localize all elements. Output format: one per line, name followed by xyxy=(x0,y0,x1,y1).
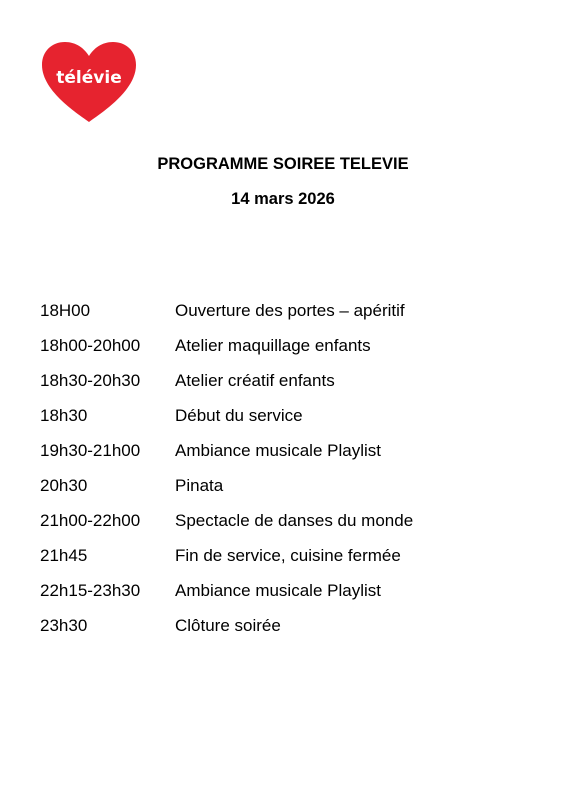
schedule-row xyxy=(40,363,540,398)
schedule-time: 23h30 xyxy=(40,615,88,635)
schedule-activity: Ambiance musicale Playlist xyxy=(175,440,381,460)
logo-text: télévie xyxy=(56,68,122,88)
schedule-row xyxy=(40,538,540,573)
page-title: PROGRAMME SOIREE TELEVIE xyxy=(157,155,409,173)
schedule-time: 18H00 xyxy=(40,300,91,320)
schedule-row xyxy=(40,503,540,538)
schedule-activity: Ambiance musicale Playlist xyxy=(175,580,381,600)
schedule-list xyxy=(40,293,540,643)
schedule-activity: Ouverture des portes – apéritif xyxy=(175,300,405,320)
schedule-row xyxy=(40,468,540,503)
schedule-activity: Clôture soirée xyxy=(175,615,281,635)
heart-icon xyxy=(40,40,138,124)
schedule-activity: Fin de service, cuisine fermée xyxy=(175,545,401,565)
schedule-time: 18h30-20h30 xyxy=(40,370,141,390)
schedule-activity: Atelier maquillage enfants xyxy=(175,335,371,355)
schedule-activity: Atelier créatif enfants xyxy=(175,370,335,390)
schedule-time: 18h30 xyxy=(40,405,88,425)
schedule-time: 18h00-20h00 xyxy=(40,335,141,355)
schedule-row xyxy=(40,433,540,468)
schedule-time: 19h30-21h00 xyxy=(40,440,141,460)
schedule-row xyxy=(40,328,540,363)
televie-logo xyxy=(40,40,138,124)
schedule-row xyxy=(40,608,540,643)
schedule-row xyxy=(40,398,540,433)
schedule-activity: Pinata xyxy=(175,475,224,495)
schedule-row xyxy=(40,573,540,608)
schedule-activity: Spectacle de danses du monde xyxy=(175,510,414,530)
schedule-time: 20h30 xyxy=(40,475,88,495)
schedule-time: 21h00-22h00 xyxy=(40,510,141,530)
schedule-activity: Début du service xyxy=(175,405,303,425)
schedule-time: 22h15-23h30 xyxy=(40,580,141,600)
event-date: 14 mars 2026 xyxy=(231,190,335,208)
schedule-row xyxy=(40,293,540,328)
schedule-time: 21h45 xyxy=(40,545,88,565)
